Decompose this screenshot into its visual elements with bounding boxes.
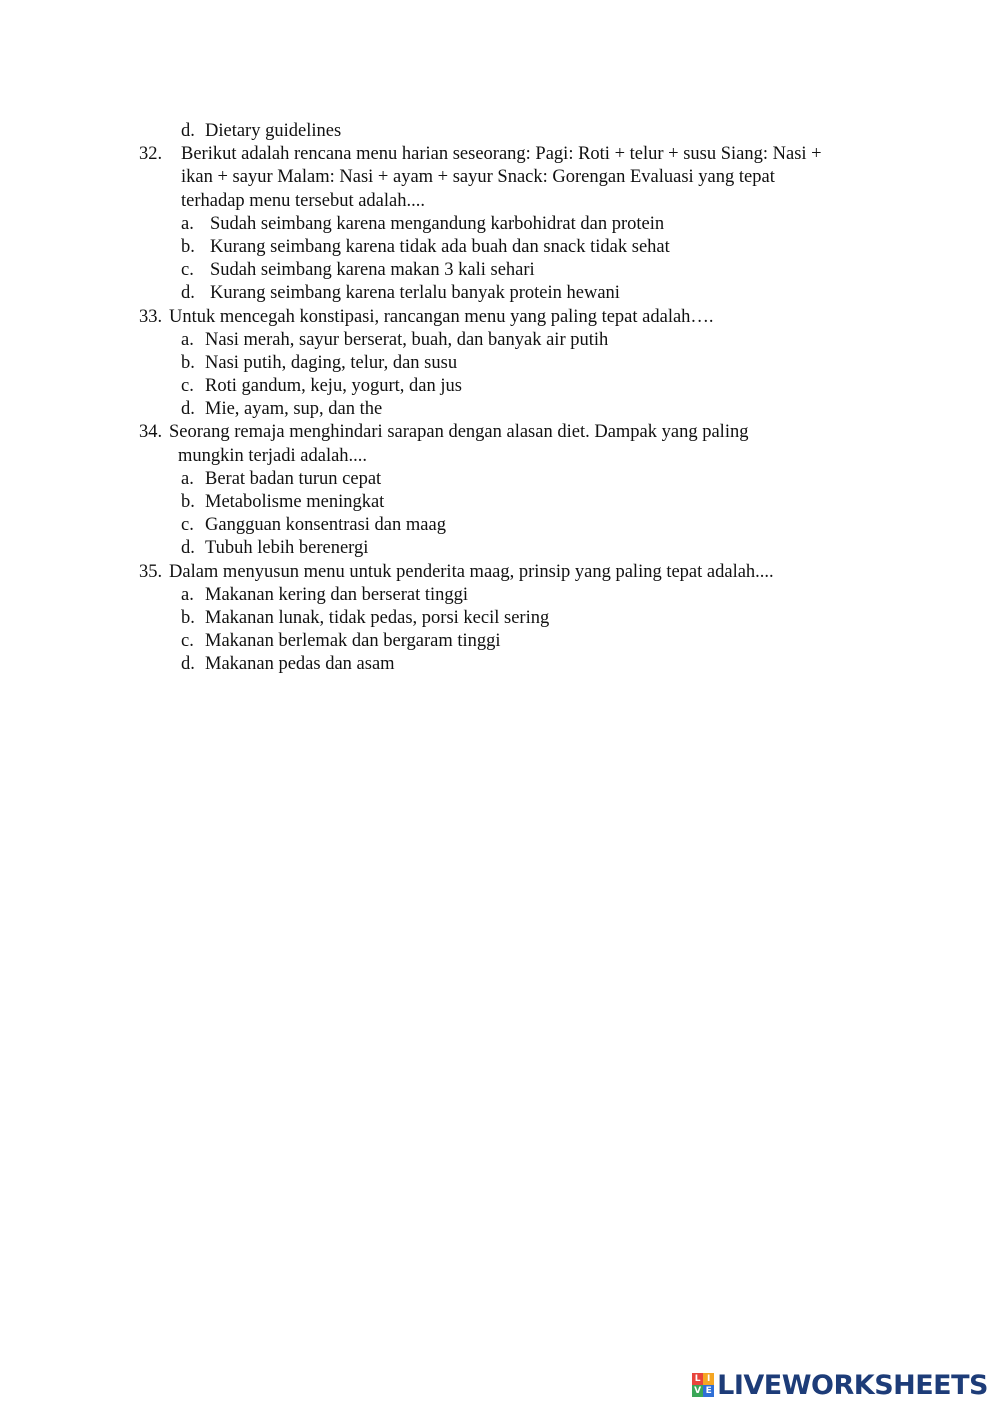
question-number: 34. [139,422,163,443]
answer-option [0,653,1000,676]
option-text: Sudah seimbang karena makan 3 kali sehari [210,260,535,281]
option-letter: b. [181,492,195,512]
question-text: Untuk mencegah konstipasi, rancangan menu yang paling tepat adalah…. [169,306,714,327]
option-text: Makanan pedas dan asam [205,654,395,675]
liveworksheets-logo-icon [692,1373,714,1397]
option-letter: b. [181,352,195,373]
option-text: Dietary guidelines [205,121,342,141]
option-text: Makanan berlemak dan bergaram tinggi [205,631,501,652]
option-letter: d. [181,538,195,559]
question-text: mungkin terjadi adalah.... [178,445,368,466]
answer-option [0,329,1000,352]
option-letter: d. [181,399,195,420]
option-letter: c. [181,515,194,536]
question-text-continuation [0,166,1000,189]
answer-option [0,584,1000,607]
option-letter: d. [181,654,195,675]
question-text: Berikut adalah rencana menu harian seseorang: Pagi: Roti + telur + susu Siang: Nasi + [181,144,822,165]
option-letter: c. [181,260,194,281]
answer-option [0,375,1000,398]
question-34 [0,421,1000,444]
option-text: Makanan lunak, tidak pedas, porsi kecil sering [205,607,550,628]
answer-option [0,236,1000,259]
question-32 [0,143,1000,166]
option-text: Sudah seimbang karena mengandung karbohidrat dan protein [210,213,665,234]
question-text: Seorang remaja menghindari sarapan dengan alasan diet. Dampak yang paling [169,422,749,443]
option-letter: a. [181,213,194,234]
question-list [0,120,1000,677]
brand-name: LIVEWORKSHEETS [717,1369,988,1401]
answer-option [0,282,1000,305]
answer-option [0,630,1000,653]
option-text: Berat badan turun cepat [205,468,382,489]
option-letter: c. [181,631,194,652]
question-text-continuation [0,445,1000,468]
logo-letter-tile: V [692,1385,703,1397]
question-text: terhadap menu tersebut adalah.... [181,190,425,211]
answer-option [0,398,1000,421]
option-letter: a. [181,584,194,605]
option-letter: a. [181,329,194,350]
answer-option [0,213,1000,236]
answer-option [0,352,1000,375]
question-35 [0,561,1000,584]
option-text: Gangguan konsentrasi dan maag [205,515,446,536]
logo-letter-tile: I [703,1373,714,1385]
option-letter: b. [181,607,195,628]
question-number: 35. [139,561,163,582]
option-letter: d. [181,121,195,141]
option-text: Metabolisme meningkat [205,492,385,512]
question-number: 33. [139,306,163,327]
answer-option [0,514,1000,537]
question-33 [0,306,1000,329]
option-text: Nasi putih, daging, telur, dan susu [205,352,458,373]
logo-letter-tile: E [703,1385,714,1397]
logo-letter-tile: L [692,1373,703,1385]
option-letter: c. [181,376,194,397]
option-text: Kurang seimbang karena terlalu banyak protein hewani [210,283,620,304]
question-text: ikan + sayur Malam: Nasi + ayam + sayur Snack: Gorengan Evaluasi yang tepat [181,167,775,188]
option-letter: d. [181,283,195,304]
answer-option [0,259,1000,282]
answer-option [0,468,1000,491]
liveworksheets-logo [692,1370,988,1400]
option-text: Makanan kering dan berserat tinggi [205,584,469,605]
option-letter: a. [181,468,194,489]
answer-option [0,607,1000,630]
answer-option [0,120,1000,143]
option-text: Mie, ayam, sup, dan the [205,399,383,420]
question-number: 32. [139,144,163,165]
answer-option [0,537,1000,560]
option-text: Tubuh lebih berenergi [205,538,369,559]
option-text: Roti gandum, keju, yogurt, dan jus [205,376,462,397]
option-letter: b. [181,236,195,257]
question-text-continuation [0,190,1000,213]
option-text: Nasi merah, sayur berserat, buah, dan banyak air putih [205,329,609,350]
answer-option [0,491,1000,514]
question-text: Dalam menyusun menu untuk penderita maag, prinsip yang paling tepat adalah.... [169,561,774,582]
option-text: Kurang seimbang karena tidak ada buah dan snack tidak sehat [210,236,670,257]
